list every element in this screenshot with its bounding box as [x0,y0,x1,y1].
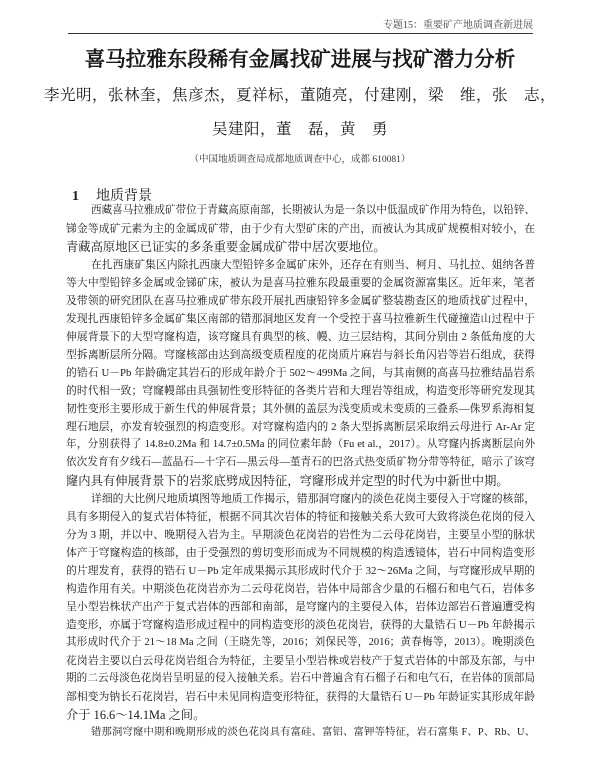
paragraph [66,724,535,742]
paragraph [66,490,535,724]
authors-line-1: 李光明，张林奎，焦彦杰，夏祥标，董随亮，付建刚，梁 维，张 志， [43,87,556,104]
text-line: 期的二云母淡色花岗岩呈明显的侵入接触关系。岩石中普遍含有石榴子石和电气石，在岩体的顶部局 [66,673,535,684]
text-line: 窿内具有伸展背景下的岩浆底劈成因特征，穹窿形成并定型的时代为中新世中期。 [66,474,509,488]
affiliation: （中国地质调查局成都地质调查中心，成都 610081） [189,155,411,165]
text-line: 其形成时代介于 21～18 Ma 之间（王晓先等，2016；刘保民等，2016；黄春梅等，2013）。晚期淡色 [66,637,535,648]
text-line: 年，分别获得了 14.8±0.2Ma 和 14.7±0.5Ma 的同位素年龄（Fu et al.，2017）。从穹窿内拆离断层向外 [66,439,535,450]
article-title: 喜马拉雅东段稀有金属找矿进展与找矿潜力分析 [84,47,516,71]
section-number: 1 [72,189,79,204]
text-line: 花岗岩主要以白云母花岗岩组合为特征，主要呈小型岩株或岩枝产于复式岩体的中部及东部，与中 [66,655,535,667]
paragraph [66,256,535,490]
text-line: 呈小型岩株状产出产于复式岩体的西部和南部，是穹窿内的主要侵入体，岩体边部岩石普遍遭受构 [66,601,535,613]
text-line: 锑金等成矿元素为主的金属成矿带，由于少有大型矿床的产出，而被认为其成矿规模相对较小，在 [66,223,535,235]
paragraph [66,202,535,256]
section-title: 地质背景 [96,189,152,204]
text-line: 理石地层，亦发育较强烈的构造变形。对穹窿构造内的 2 条大型拆离断层采取绢云母进行 Ar-Ar 定 [66,421,535,433]
text-line: 部相变为钠长石花岗岩，岩石中未见同构造变形特征，获得的大量锆石 U－Pb 年龄证实其形成年龄 [66,691,535,703]
text-line: 构造作用有关。中期淡色花岗岩亦为二云母花岗岩，岩体中局部含少量的石榴石和电气石，岩体多 [66,583,535,595]
text-line: 发现扎西康铅锌多金属矿集区南部的错那洞地区发育一个受控于喜马拉雅新生代碰撞造山过程中于 [66,313,535,325]
text-line: 青藏高原地区已证实的多条重要金属成矿带中居次要地位。 [66,240,386,254]
text-line: 分为 3 期，并以中、晚期侵入岩为主。早期淡色花岗岩的岩性为二云母花岗岩，主要呈小型的脉状 [66,529,535,541]
text-line: 详细的大比例尺地质填图等地质工作揭示，错那洞穹窿内的淡色花岗主要侵入于穹窿的核部， [91,493,535,505]
text-line: 等大中型铅锌多金属或金锑矿床，被认为是喜马拉雅东段最重要的金属资源富集区。近年来，笔者 [66,277,535,289]
running-head: 专题15：重要矿产地质调查新进展 [383,20,533,31]
text-line: 依次发育有夕线石—蓝晶石—十字石—黑云母—堇青石的巴洛式热变质矿物分带等特征，暗示了该穹 [66,457,535,468]
text-line: 韧性变形主要形成于新生代的伸展背景；其外侧的盖层为浅变质或未变质的三叠系—侏罗系海相复 [66,403,535,415]
text-line: 伸展背景下的大型穹窿构造，该穹窿具有典型的核、幔、边三层结构，其间分别由 2 条低角度的大 [66,331,535,343]
text-line: 的时代相一致；穹窿幔部由具强韧性变形特征的各类片岩和大理岩等组成，构造变形等研究发现其 [66,385,535,397]
text-line: 造变形，亦属于穹窿构造形成过程中的同构造变形的淡色花岗岩，获得的大量锆石 U－Pb 年龄揭示 [66,619,535,631]
text-line: 错那洞穹窿中期和晚期形成的淡色花岗具有富硅、富铝、富钾等特征，岩石富集 F、P、Rb、U、 [91,727,535,738]
text-line: 在扎西康矿集区内除扎西康大型铅锌多金属矿床外，还存在有则当、柯月、马扎拉、姐纳各普 [91,259,535,271]
text-line: 型拆离断层所分隔。穹窿核部由达到高级变质程度的花岗质片麻岩与斜长角闪岩等岩石组成，获得 [66,349,535,361]
body-text [66,202,535,742]
text-line: 体产于穹窿构造的核部，由于受强烈的剪切变形而成为不同规模的构造透镜体，岩石中同构造变形 [66,547,535,559]
authors-line-2: 吴建阳，董 磊，黄 勇 [211,121,388,138]
text-line: 介于 16.6～14.1Ma 之间。 [66,708,206,722]
text-line: 的片理发育，获得的锆石 U－Pb 定年成果揭示其形成时代介于 32～26Ma 之间，与穹窿形成早期的 [66,565,535,577]
header-rule [68,33,533,34]
text-line: 的锆石 U－Pb 年龄确定其岩石的形成年龄介于 502～499Ma 之间，与其南侧的高喜马拉雅结晶岩系 [66,367,535,379]
text-line: 具有多期侵入的复式岩体特征，根据不同其次岩体的特征和接触关系大致可大致将淡色花岗的侵入 [66,511,535,523]
text-line: 西藏喜马拉雅成矿带位于青藏高原南部，长期被认为是一条以中低温成矿作用为特色，以铅锌、 [91,205,535,216]
text-line: 及带领的研究团队在喜马拉雅成矿带东段开展扎西康铅锌多金属矿整装勘查区的地质找矿过程中， [66,295,535,307]
